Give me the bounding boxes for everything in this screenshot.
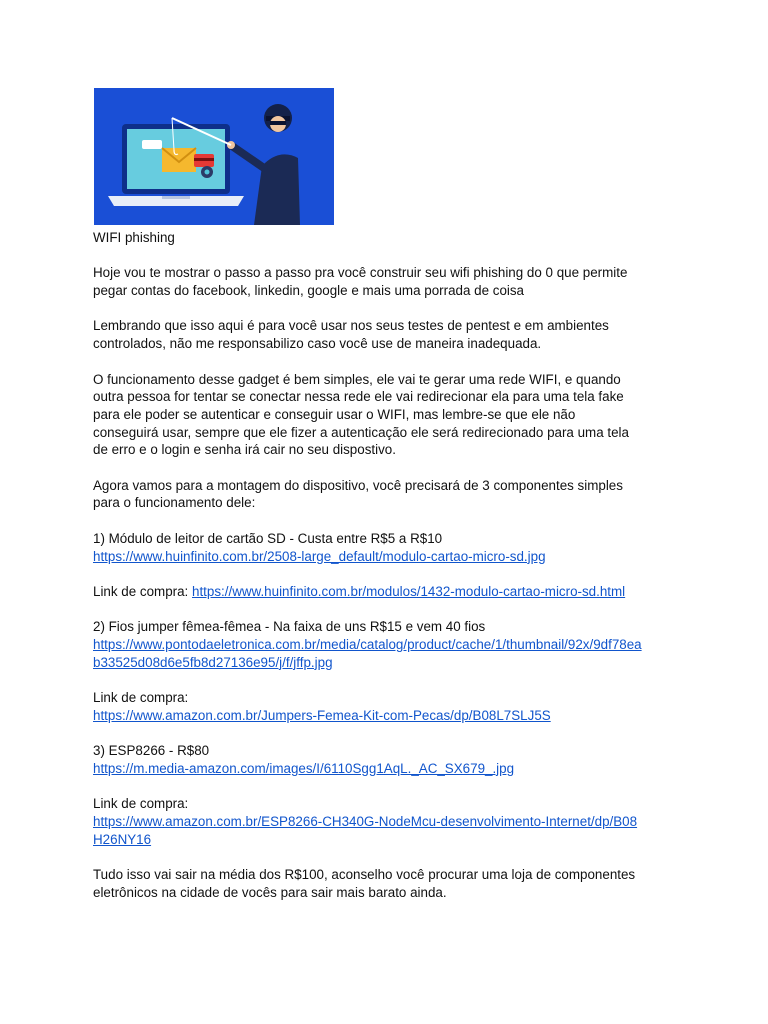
jumper-image-link[interactable]: b33525d08d6e5fb8d27136e95/j/f/jffp.jpg <box>93 654 333 670</box>
assembly-paragraph <box>93 477 693 512</box>
image-caption: WIFI phishing <box>93 230 175 245</box>
how-it-works-line: conseguirá usar, sempre que ele fizer a autenticação ele será redirecionado para uma tela <box>93 424 629 440</box>
esp-buy-link[interactable]: https://www.amazon.com.br/ESP8266-CH340G-NodeMcu-desenvolvimento-Internet/dp/B08 <box>93 814 638 830</box>
disclaimer-line: Lembrando que isso aqui é para você usar nos seus testes de pentest e em ambientes <box>93 318 609 334</box>
assembly-line: para o funcionamento dele: <box>93 495 256 511</box>
item-title: 1) Módulo de leitor de cartão SD - Custa entre R$5 a R$10 <box>93 530 443 546</box>
intro-paragraph <box>93 264 693 299</box>
item-esp <box>93 742 693 777</box>
intro-line: pegar contas do facebook, linkedin, google e mais uma porrada de coisa <box>93 283 525 299</box>
how-it-works-line: outra pessoa for tentar se conectar nessa rede ele vai redirecionar ela para uma tela fake <box>93 389 624 405</box>
sd-buy-link[interactable]: https://www.huinfinito.com.br/modulos/1432-modulo-cartao-micro-sd.html <box>192 583 626 599</box>
jumper-image-link[interactable]: https://www.pontodaeletronica.com.br/media/catalog/product/cache/1/thumbnail/92x/9df78ea <box>93 637 642 653</box>
phishing-illustration <box>94 88 334 225</box>
disclaimer-paragraph <box>93 317 693 352</box>
how-it-works-line: para ele poder se autenticar e conseguir usar o WIFI, mas lembre-se que ele não <box>93 406 576 422</box>
sd-buy-row <box>93 583 693 601</box>
closing-line: Tudo isso vai sair na média dos R$100, aconselho você procurar uma loja de componentes <box>93 867 636 883</box>
intro-line: Hoje vou te mostrar o passo a passo pra você construir seu wifi phishing do 0 que permite <box>93 265 628 281</box>
sd-image-link[interactable]: https://www.huinfinito.com.br/2508-large_default/modulo-cartao-micro-sd.jpg <box>93 548 546 564</box>
how-it-works-line: O funcionamento desse gadget é bem simples, ele vai te gerar uma rede WIFI, e quando <box>93 371 621 387</box>
assembly-line: Agora vamos para a montagem do dispositivo, você precisará de 3 componentes simples <box>93 477 623 493</box>
closing-paragraph <box>93 866 693 901</box>
buy-label: Link de compra: <box>93 690 189 706</box>
document-page <box>93 88 693 919</box>
esp-image-link[interactable]: https://m.media-amazon.com/images/I/6110Sgg1AqL._AC_SX679_.jpg <box>93 760 515 776</box>
esp-buy-link[interactable]: H26NY16 <box>93 831 152 847</box>
how-it-works-paragraph <box>93 371 693 460</box>
item-title: 3) ESP8266 - R$80 <box>93 743 210 759</box>
closing-line: eletrônicos na cidade de vocês para sair mais barato ainda. <box>93 884 447 900</box>
disclaimer-line: controlados, não me responsabilizo caso você use de maneira inadequada. <box>93 336 542 352</box>
item-jumper <box>93 618 693 671</box>
jumper-buy-row <box>93 689 693 724</box>
jumper-buy-link[interactable]: https://www.amazon.com.br/Jumpers-Femea-Kit-com-Pecas/dp/B08L7SLJ5S <box>93 707 551 723</box>
how-it-works-line: de erro e o login e senha irá cair no seu dispostivo. <box>93 442 396 458</box>
item-sd-card <box>93 530 693 565</box>
buy-label: Link de compra: <box>93 583 192 599</box>
esp-buy-row <box>93 795 693 848</box>
item-title: 2) Fios jumper fêmea-fêmea - Na faixa de uns R$15 e vem 40 fios <box>93 619 486 635</box>
buy-label: Link de compra: <box>93 796 189 812</box>
